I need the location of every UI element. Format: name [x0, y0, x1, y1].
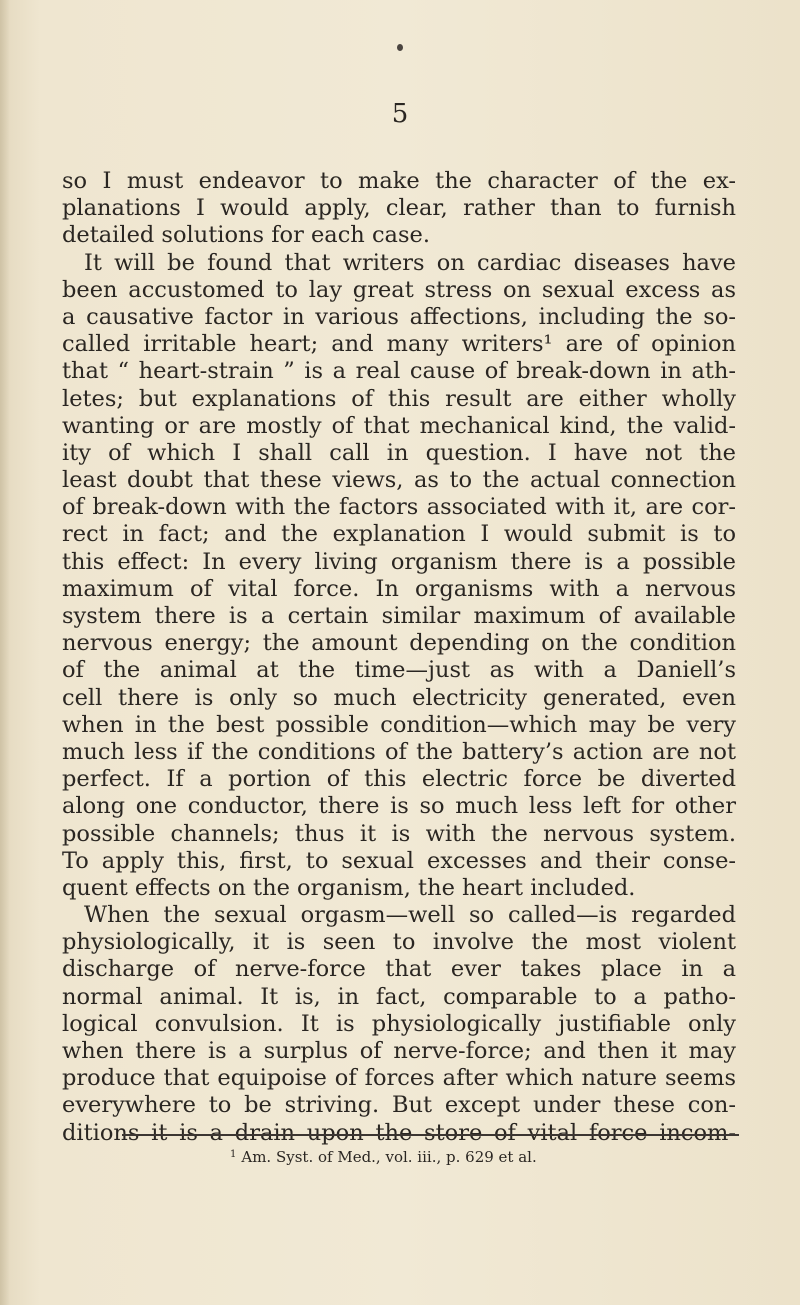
- text-line: normal animal. It is, in fact, comparable to a patho-: [62, 983, 736, 1010]
- text-line: planations I would apply, clear, rather than to furnish: [62, 195, 736, 222]
- text-line: been accustomed to lay great stress on sexual excess as: [62, 276, 736, 303]
- text-line: much less if the conditions of the battery’s action are not: [62, 738, 736, 765]
- text-line: logical convulsion. It is physiologically justifiable only: [62, 1010, 736, 1037]
- text-line: ity of which I shall call in question. I have not the: [62, 439, 736, 466]
- text-line: wanting or are mostly of that mechanical kind, the valid-: [62, 412, 736, 439]
- text-line: maximum of vital force. In organisms with a nervous: [62, 575, 736, 602]
- text-line: when there is a surplus of nerve-force; and then it may: [62, 1038, 736, 1064]
- text-line: least doubt that these views, as to the actual connection: [62, 467, 736, 494]
- footnote: [230, 1145, 537, 1167]
- text-line: rect in fact; and the explanation I would submit is to: [62, 521, 736, 548]
- text-line: of break-down with the factors associated with it, are cor-: [62, 494, 736, 521]
- footnote-text: Am. Syst. of Med., vol. iii., p. 629 et al.: [241, 1148, 537, 1166]
- text-line: a causative factor in various affections, including the so-: [62, 303, 736, 330]
- ink-spot: [397, 44, 403, 51]
- text-line: letes; but explanations of this result are either wholly: [62, 385, 736, 412]
- footnote-rule: [122, 1134, 739, 1136]
- page-number: 5: [391, 99, 409, 129]
- text-line: when in the best possible condition—which may be very: [62, 711, 736, 738]
- text-line: physiologically, it is seen to involve the most violent: [62, 929, 736, 956]
- text-line: cell there is only so much electricity generated, even: [62, 684, 736, 711]
- text-line: perfect. If a portion of this electric force be diverted: [62, 766, 736, 793]
- text-line: that “ heart-strain ” is a real cause of break-down in ath-: [62, 358, 736, 385]
- text-line: possible channels; thus it is with the nervous system.: [62, 820, 736, 847]
- text-line: It will be found that writers on cardiac diseases have: [84, 249, 736, 276]
- text-line: detailed solutions for each case.: [62, 222, 430, 249]
- text-line: quent effects on the organism, the heart included.: [62, 874, 636, 901]
- text-line: discharge of nerve-force that ever takes place in a: [62, 956, 736, 983]
- text-line: nervous energy; the amount depending on the condition: [62, 630, 736, 657]
- text-line: To apply this, first, to sexual excesses and their conse-: [62, 847, 736, 874]
- text-line: called irritable heart; and many writers¹ are of opinion: [62, 331, 736, 358]
- body-text: [62, 168, 736, 1147]
- text-line: everywhere to be striving. But except under these con-: [62, 1092, 736, 1119]
- text-line: along one conductor, there is so much less left for other: [62, 793, 736, 820]
- text-line: so I must endeavor to make the character of the ex-: [62, 168, 736, 194]
- text-line: of the animal at the time—just as with a Daniell’s: [62, 657, 736, 684]
- text-line: ditions it is a drain upon the store of vital force incom-: [62, 1119, 736, 1146]
- text-line: this effect: In every living organism there is a possible: [62, 548, 736, 575]
- spine-shadow: [0, 0, 10, 1305]
- footnote-mark: 1: [230, 1149, 237, 1160]
- text-line: system there is a certain similar maximum of available: [62, 603, 736, 629]
- text-line: produce that equipoise of forces after which nature seems: [62, 1065, 736, 1092]
- text-line: When the sexual orgasm—well so called—is regarded: [84, 902, 736, 929]
